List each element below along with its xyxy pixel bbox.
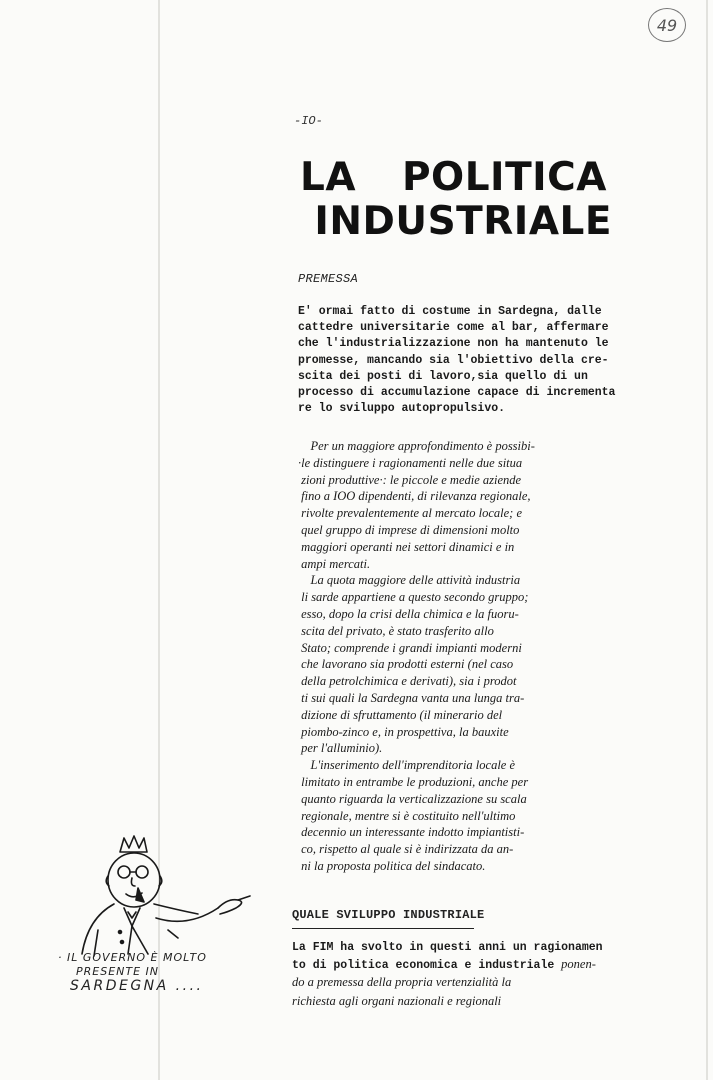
paragraph-fim-bold: La FIM ha svolto in questi anni un ragionamen to di politica economica e industriale <box>292 941 603 973</box>
section-heading-premessa: PREMESSA <box>298 272 359 286</box>
paragraph-fim-italic: ponen- <box>561 957 596 972</box>
title-word-industriale: INDUSTRIALE <box>314 199 612 244</box>
paragraph-fim-italic: do a premessa della propria vertenzialità la richiesta agli organi nazionali e regionali <box>292 975 512 1008</box>
caption-line: · IL GOVERNO È MOLTO <box>58 951 207 964</box>
paragraph-intro: E' ormai fatto di costume in Sardegna, dalle cattedre universitarie come al bar, affermare che l'industrializzazione non ha mantenuto le promesse, mancando sia l'obiettivo della cre- scita dei posti di lavoro,sia quello di un processo di accumulazione capace di incrementa re lo sviluppo autopropulsivo. <box>298 305 616 416</box>
scan-line <box>706 0 708 1080</box>
archive-number: 49 <box>656 15 678 35</box>
caption-line: PRESENTE IN <box>76 965 160 978</box>
page-title <box>300 156 620 244</box>
paragraph-fim <box>292 940 603 1011</box>
archive-number-stamp <box>648 8 686 42</box>
title-word-politica: POLITICA <box>401 155 607 200</box>
caption-line: SARDEGNA .... <box>70 978 204 994</box>
section-underline <box>292 928 474 929</box>
section-heading-quale-sviluppo: QUALE SVILUPPO INDUSTRIALE <box>292 908 485 922</box>
page-number: -IO- <box>294 114 323 128</box>
paragraph-analysis: Per un maggiore approfondimento è possibi- ·le distinguere i ragionamenti nelle due situa zioni produttive·: le piccole e medie aziende fino a IOO dipendenti, di rilevanza regionale, rivolte prevalentemente al mercato locale; e quel gruppo di imprese di dimensioni molto maggiori operanti nei settori dinamici e in ampi mercati. La quota maggiore delle attività industria li sarde appartiene a questo secondo gruppo; esso, dopo la crisi della chimica e la fuoru- scita del privato, è stato trasferito allo Stato; comprende i grandi impianti moderni che lavorano sia prodotti esterni (nel caso della petrolchimica e derivati), sia i prodot ti sui quali la Sardegna vanta una lunga tra- dizione di sfruttamento (il minerario del piombo-zinco e, in prospettiva, la bauxite per l'alluminio). L'inserimento dell'imprenditoria locale è limitato in entrambe le produzioni, anche per quanto riguarda la verticalizzazione su scala regionale, mentre si è costituito nell'ultimo decennio un interessante indotto impiantisti- co, rispetto al quale si è indirizzata da an- ni la proposta politica del sindacato. <box>298 439 535 873</box>
title-word-la: LA <box>300 155 357 200</box>
politician-caricature-illustration <box>68 830 258 960</box>
cartoon-caption <box>58 951 258 993</box>
